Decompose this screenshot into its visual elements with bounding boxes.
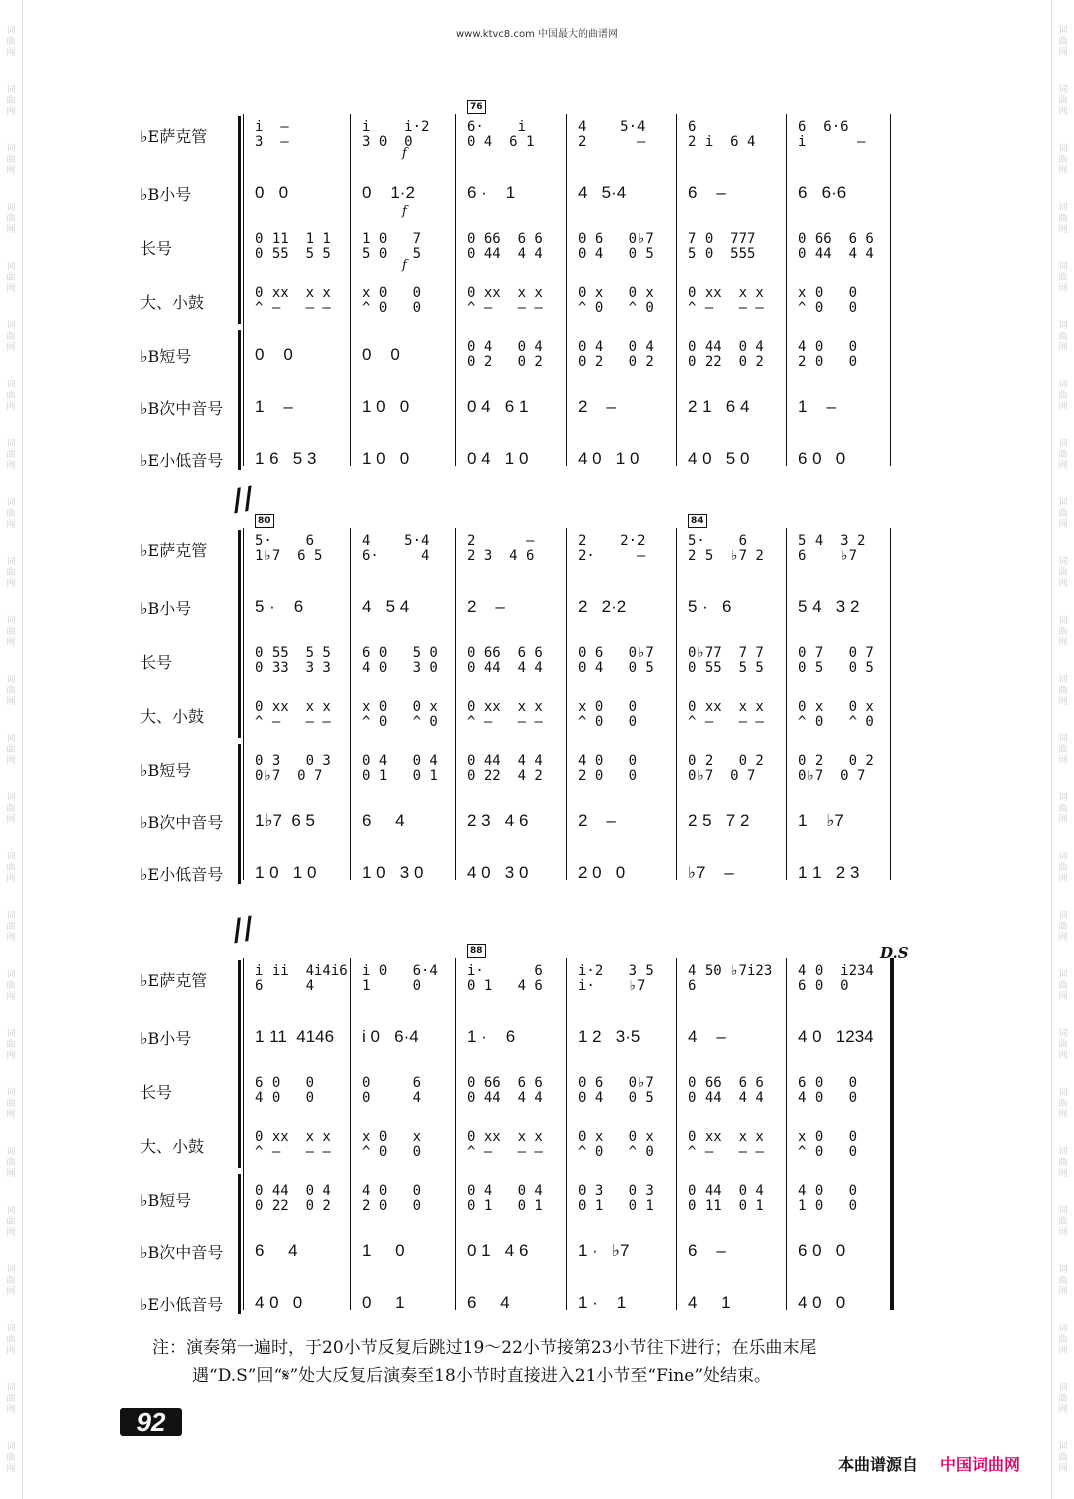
bar-line: [676, 114, 677, 466]
watermark-glyphs: 词 曲 网: [1058, 1442, 1068, 1474]
measure-notation: 4 50 ♭7i23 6: [688, 963, 773, 994]
watermark-glyphs: 词 曲 网: [1058, 1324, 1068, 1356]
measure-notation: 6 –: [688, 1241, 726, 1260]
staff-brace: [238, 1174, 246, 1314]
measure-notation: i 0 6·4: [362, 1027, 419, 1046]
measure-notation: 6 –: [688, 183, 726, 202]
measure-notation: 4 5·4: [578, 183, 627, 202]
measure-notation: 0 1·2: [362, 183, 415, 202]
watermark-glyphs: 词 曲 网: [1058, 1029, 1068, 1061]
measure-notation: 1 –: [798, 397, 836, 416]
instrument-label: 长号: [140, 653, 173, 672]
measure-notation: 4 0 0: [255, 1293, 303, 1312]
measure-notation: 4 0 0 2 0 0: [362, 1183, 422, 1214]
measure-notation: 1 0: [362, 1241, 405, 1260]
source-site-link[interactable]: 中国词曲网: [940, 1455, 1021, 1474]
measure-notation: 1 0 1 0: [255, 863, 317, 882]
measure-notation: 6 0 0: [798, 1241, 846, 1260]
instrument-label: ♭E萨克管: [140, 127, 208, 146]
score-system-1: [0, 102, 1074, 478]
measure-notation: 5 4 3 2: [798, 597, 860, 616]
measure-notation: 0 xx x x ^ – – –: [255, 1129, 331, 1160]
note-line-2: 遇“D.S”回“𝄋”处大反复后演奏至18小节时直接进入21小节至“Fine”处结束。: [192, 1366, 772, 1386]
measure-notation: 0 4 0 4 0 2 0 2: [467, 339, 543, 370]
bar-line: [890, 114, 891, 466]
instrument-label: ♭B小号: [140, 185, 192, 204]
watermark-glyphs: 词 曲 网: [1058, 262, 1068, 294]
measure-notation: 1 · 6: [467, 1027, 516, 1046]
measure-notation: x 0 x ^ 0 0: [362, 1129, 422, 1160]
measure-notation: 6 0 0: [798, 449, 846, 468]
measure-notation: 0 0: [255, 345, 293, 364]
measure-notation: 6 4: [362, 811, 405, 830]
measure-notation: 5 · 6: [255, 597, 304, 616]
bar-line: [786, 114, 787, 466]
measure-notation: x 0 0 ^ 0 0: [578, 699, 638, 730]
watermark-glyphs: 词 曲 网: [6, 616, 16, 648]
bar-line: [455, 958, 456, 1310]
instrument-label: ♭B小号: [140, 1029, 192, 1048]
measure-notation: 0 xx x x ^ – – –: [688, 1129, 764, 1160]
measure-notation: 0 xx x x ^ – – –: [467, 699, 543, 730]
watermark-glyphs: 词 曲 网: [1058, 1147, 1068, 1179]
system-break-sign: //: [229, 910, 257, 949]
watermark-glyphs: 词 曲 网: [1058, 85, 1068, 117]
watermark-glyphs: 词 曲 网: [1058, 1383, 1068, 1415]
measure-notation: 0 66 6 6 0 44 4 4: [467, 1075, 543, 1106]
watermark-glyphs: 词 曲 网: [1058, 970, 1068, 1002]
measure-notation: 6 0 0 4 0 0: [255, 1075, 315, 1106]
measure-notation: 2 –: [578, 397, 616, 416]
instrument-label: ♭B次中音号: [140, 1243, 224, 1262]
rehearsal-mark: 84: [688, 514, 707, 528]
instrument-label: ♭E小低音号: [140, 865, 224, 884]
measure-notation: 6 6·6: [798, 183, 847, 202]
watermark-glyphs: 词 曲 网: [1058, 380, 1068, 412]
instrument-label: 大、小鼓: [140, 707, 205, 726]
measure-notation: 0 x 0 x ^ 0 ^ 0: [578, 285, 654, 316]
note-line-1: 演奏第一遍时，于20小节反复后跳过19～22小节接第23小节往下进行；在乐曲末尾: [186, 1338, 817, 1358]
measure-notation: 0 6 0♭7 0 4 0 5: [578, 1075, 654, 1106]
measure-notation: 0 xx x x ^ – – –: [255, 699, 331, 730]
measure-notation: 2 – 2 3 4 6: [467, 533, 535, 564]
measure-notation: 0 4 0 4 0 2 0 2: [578, 339, 654, 370]
bar-line: [676, 958, 677, 1310]
measure-notation: 0 4 0 4 0 1 0 1: [362, 753, 438, 784]
watermark-glyphs: 词 曲 网: [6, 1147, 16, 1179]
staff-brace: [238, 116, 246, 324]
measure-notation: 2 5 7 2: [688, 811, 750, 830]
measure-notation: 6 0 5 0 4 0 3 0: [362, 645, 438, 676]
measure-notation: 0 2 0 2 0♭7 0 7: [798, 753, 874, 784]
measure-notation: 0 66 6 6 0 44 4 4: [467, 231, 543, 262]
measure-notation: 1 2 3·5: [578, 1027, 641, 1046]
measure-notation: 5· 6 2 5 ♭7 2: [688, 533, 764, 564]
measure-notation: 1♭7 6 5: [255, 811, 316, 830]
watermark-glyphs: 词 曲 网: [1058, 675, 1068, 707]
measure-notation: 2 –: [578, 811, 616, 830]
bar-line: [566, 114, 567, 466]
measure-notation: 0 4 0 4 0 1 0 1: [467, 1183, 543, 1214]
measure-notation: 1 · 1: [578, 1293, 627, 1312]
measure-notation: 4 5·4 6· 4: [362, 533, 430, 564]
measure-notation: 1 0 0: [362, 449, 410, 468]
instrument-label: ♭E小低音号: [140, 1295, 224, 1314]
measure-notation: 0 2 0 2 0♭7 0 7: [688, 753, 764, 784]
measure-notation: 0♭77 7 7 0 55 5 5: [688, 645, 764, 676]
measure-notation: 0 55 5 5 0 33 3 3: [255, 645, 331, 676]
watermark-glyphs: 词 曲 网: [6, 675, 16, 707]
bar-line: [243, 114, 244, 466]
watermark-glyphs: 词 曲 网: [6, 262, 16, 294]
measure-notation: i i·2 3 0 0: [362, 119, 430, 150]
measure-notation: 4 0 1 0: [578, 449, 640, 468]
measure-notation: 5 · 6: [688, 597, 732, 616]
watermark-glyphs: 词 曲 网: [1058, 557, 1068, 589]
measure-notation: 4 5 4: [362, 597, 410, 616]
instrument-label: 长号: [140, 239, 173, 258]
measure-notation: 6 · 1: [467, 183, 516, 202]
site-header: www.ktvc8.com 中国最大的曲谱网: [455, 29, 618, 40]
measure-notation: x 0 0 ^ 0 0: [798, 285, 858, 316]
watermark-glyphs: 词 曲 网: [6, 439, 16, 471]
watermark-glyphs: 词 曲 网: [6, 793, 16, 825]
measure-notation: x 0 0 ^ 0 0: [798, 1129, 858, 1160]
dynamic-marking: f: [402, 258, 407, 273]
measure-notation: 1 11 4146: [255, 1027, 335, 1046]
dynamic-marking: f: [402, 146, 407, 161]
source-credit: [838, 1452, 1020, 1475]
watermark-glyphs: 词 曲 网: [6, 1324, 16, 1356]
instrument-label: 长号: [140, 1083, 173, 1102]
measure-notation: 0 xx x x ^ – – –: [255, 285, 331, 316]
watermark-glyphs: 词 曲 网: [6, 970, 16, 1002]
measure-notation: i· 6 0 1 4 6: [467, 963, 543, 994]
measure-notation: 1 0 7 5 0 5: [362, 231, 422, 262]
watermark-glyphs: 词 曲 网: [6, 203, 16, 235]
watermark-glyphs: 词 曲 网: [6, 380, 16, 412]
watermark-glyphs: 词 曲 网: [6, 852, 16, 884]
instrument-label: ♭E小低音号: [140, 451, 224, 470]
performance-note: [152, 1334, 912, 1390]
bar-line: [243, 958, 244, 1310]
measure-notation: 0 6 0 4: [362, 1075, 422, 1106]
measure-notation: 0 66 6 6 0 44 4 4: [798, 231, 874, 262]
bar-line: [786, 528, 787, 880]
instrument-label: ♭B小号: [140, 599, 192, 618]
measure-notation: 0 3 0 3 0♭7 0 7: [255, 753, 331, 784]
measure-notation: 4 –: [688, 1027, 726, 1046]
measure-notation: 1 0 0: [362, 397, 410, 416]
measure-notation: 4 5·4 2 –: [578, 119, 646, 150]
measure-notation: 7 0 777 5 0 555: [688, 231, 756, 262]
measure-notation: 0 3 0 3 0 1 0 1: [578, 1183, 654, 1214]
watermark-glyphs: 词 曲 网: [6, 734, 16, 766]
measure-notation: 6 4: [255, 1241, 298, 1260]
watermark-glyphs: 词 曲 网: [6, 1088, 16, 1120]
dynamic-marking: f: [402, 204, 407, 219]
measure-notation: 0 1 4 6: [467, 1241, 529, 1260]
instrument-label: ♭B短号: [140, 347, 192, 366]
bar-line: [243, 528, 244, 880]
measure-notation: 0 11 1 1 0 55 5 5: [255, 231, 331, 262]
measure-notation: i ii 4i4i6 6 4: [255, 963, 348, 994]
measure-notation: x 0 0 x ^ 0 ^ 0: [362, 699, 438, 730]
ds-marking: D.S: [880, 944, 909, 962]
watermark-glyphs: 词 曲 网: [6, 1206, 16, 1238]
instrument-label: ♭B短号: [140, 761, 192, 780]
watermark-glyphs: 词 曲 网: [6, 1265, 16, 1297]
watermark-glyphs: 词 曲 网: [1058, 439, 1068, 471]
watermark-glyphs: 词 曲 网: [1058, 852, 1068, 884]
measure-notation: ♭7 –: [688, 863, 734, 882]
watermark-glyphs: 词 曲 网: [1058, 734, 1068, 766]
watermark-glyphs: 词 曲 网: [1058, 1088, 1068, 1120]
watermark-glyphs: 词 曲 网: [6, 1383, 16, 1415]
bar-line: [350, 528, 351, 880]
measure-notation: 4 0 0 2 0 0: [578, 753, 638, 784]
staff-brace: [238, 960, 246, 1168]
page-number: 92: [120, 1408, 182, 1436]
measure-notation: 4 0 0 2 0 0: [798, 339, 858, 370]
measure-notation: 1 –: [255, 397, 293, 416]
bar-line: [455, 528, 456, 880]
bar-line: [890, 528, 891, 880]
measure-notation: 0 6 0♭7 0 4 0 5: [578, 645, 654, 676]
bar-line: [350, 114, 351, 466]
measure-notation: 0 7 0 7 0 5 0 5: [798, 645, 874, 676]
watermark-glyphs: 词 曲 网: [6, 321, 16, 353]
instrument-label: ♭E萨克管: [140, 971, 208, 990]
staff-brace: [238, 744, 246, 884]
watermark-glyphs: 词 曲 网: [6, 498, 16, 530]
measure-notation: 0 xx x x ^ – – –: [467, 285, 543, 316]
rehearsal-mark: 76: [467, 100, 486, 114]
bar-line: [676, 528, 677, 880]
watermark-glyphs: 词 曲 网: [6, 26, 16, 58]
measure-notation: i – 3 –: [255, 119, 289, 150]
measure-notation: 4 0 i234 6 0 0: [798, 963, 874, 994]
watermark-glyphs: 词 曲 网: [6, 1029, 16, 1061]
measure-notation: 1 1 2 3: [798, 863, 860, 882]
measure-notation: 0 66 6 6 0 44 4 4: [467, 645, 543, 676]
measure-notation: 2 1 6 4: [688, 397, 750, 416]
measure-notation: 0 xx x x ^ – – –: [688, 285, 764, 316]
watermark-glyphs: 词 曲 网: [1058, 26, 1068, 58]
instrument-label: 大、小鼓: [140, 1137, 205, 1156]
instrument-label: 大、小鼓: [140, 293, 205, 312]
rehearsal-mark: 80: [255, 514, 274, 528]
bar-line: [566, 528, 567, 880]
watermark-glyphs: 词 曲 网: [6, 1442, 16, 1474]
measure-notation: 1 0 3 0: [362, 863, 424, 882]
instrument-label: ♭E萨克管: [140, 541, 208, 560]
source-label: 本曲谱源自: [838, 1455, 919, 1474]
watermark-glyphs: 词 曲 网: [1058, 793, 1068, 825]
rehearsal-mark: 88: [467, 944, 486, 958]
measure-notation: 0 44 0 4 0 11 0 1: [688, 1183, 764, 1214]
watermark-glyphs: 词 曲 网: [1058, 203, 1068, 235]
measure-notation: 0 xx x x ^ – – –: [688, 699, 764, 730]
staff-brace: [238, 530, 246, 738]
measure-notation: 1 ♭7: [798, 811, 844, 830]
measure-notation: 2 2·2: [578, 597, 627, 616]
measure-notation: 0 6 0♭7 0 4 0 5: [578, 231, 654, 262]
watermark-glyphs: 词 曲 网: [1058, 1265, 1068, 1297]
measure-notation: 0 4 6 1: [467, 397, 529, 416]
system-break-sign: //: [229, 480, 257, 519]
staff-brace: [238, 330, 246, 470]
measure-notation: 6· i 0 4 6 1: [467, 119, 535, 150]
instrument-label: ♭B次中音号: [140, 399, 224, 418]
measure-notation: 0 4 1 0: [467, 449, 529, 468]
measure-notation: 2 2·2 2· –: [578, 533, 646, 564]
measure-notation: 4 0 0 1 0 0: [798, 1183, 858, 1214]
measure-notation: 0 44 0 4 0 22 0 2: [688, 339, 764, 370]
measure-notation: 0 xx x x ^ – – –: [467, 1129, 543, 1160]
measure-notation: x 0 0 ^ 0 0: [362, 285, 422, 316]
watermark-glyphs: 词 曲 网: [6, 557, 16, 589]
bar-line: [890, 958, 894, 1310]
measure-notation: 4 0 1234: [798, 1027, 874, 1046]
watermark-glyphs: 词 曲 网: [1058, 1206, 1068, 1238]
bar-line: [786, 958, 787, 1310]
watermark-glyphs: 词 曲 网: [1058, 144, 1068, 176]
measure-notation: 0 0: [362, 345, 400, 364]
measure-notation: 6 0 0 4 0 0: [798, 1075, 858, 1106]
watermark-glyphs: 词 曲 网: [6, 85, 16, 117]
measure-notation: 6 6·6 i –: [798, 119, 866, 150]
measure-notation: 1 · ♭7: [578, 1241, 630, 1260]
measure-notation: 4 1: [688, 1293, 731, 1312]
measure-notation: 0 x 0 x ^ 0 ^ 0: [578, 1129, 654, 1160]
measure-notation: 0 0: [255, 183, 289, 202]
note-label: 注：: [152, 1338, 186, 1358]
watermark-glyphs: 词 曲 网: [6, 911, 16, 943]
measure-notation: 0 x 0 x ^ 0 ^ 0: [798, 699, 874, 730]
bar-line: [455, 114, 456, 466]
measure-notation: 6 2 i 6 4: [688, 119, 756, 150]
instrument-label: ♭B次中音号: [140, 813, 224, 832]
measure-notation: 2 3 4 6: [467, 811, 529, 830]
instrument-label: ♭B短号: [140, 1191, 192, 1210]
measure-notation: 4 0 5 0: [688, 449, 750, 468]
measure-notation: 0 66 6 6 0 44 4 4: [688, 1075, 764, 1106]
bar-line: [350, 958, 351, 1310]
measure-notation: 4 0 0: [798, 1293, 846, 1312]
measure-notation: 2 0 0: [578, 863, 626, 882]
measure-notation: 0 44 4 4 0 22 4 2: [467, 753, 543, 784]
watermark-glyphs: 词 曲 网: [6, 144, 16, 176]
watermark-glyphs: 词 曲 网: [1058, 498, 1068, 530]
measure-notation: i 0 6·4 1 0: [362, 963, 438, 994]
measure-notation: 6 4: [467, 1293, 510, 1312]
measure-notation: 4 0 3 0: [467, 863, 529, 882]
measure-notation: 5· 6 1♭7 6 5: [255, 533, 323, 564]
watermark-glyphs: 词 曲 网: [1058, 616, 1068, 648]
measure-notation: 1 6 5 3: [255, 449, 317, 468]
watermark-glyphs: 词 曲 网: [1058, 321, 1068, 353]
measure-notation: 0 44 0 4 0 22 0 2: [255, 1183, 331, 1214]
measure-notation: 0 1: [362, 1293, 405, 1312]
bar-line: [566, 958, 567, 1310]
measure-notation: 2 –: [467, 597, 505, 616]
watermark-glyphs: 词 曲 网: [1058, 911, 1068, 943]
measure-notation: 5 4 3 2 6 ♭7: [798, 533, 866, 564]
measure-notation: i·2 3 5 i· ♭7: [578, 963, 654, 994]
